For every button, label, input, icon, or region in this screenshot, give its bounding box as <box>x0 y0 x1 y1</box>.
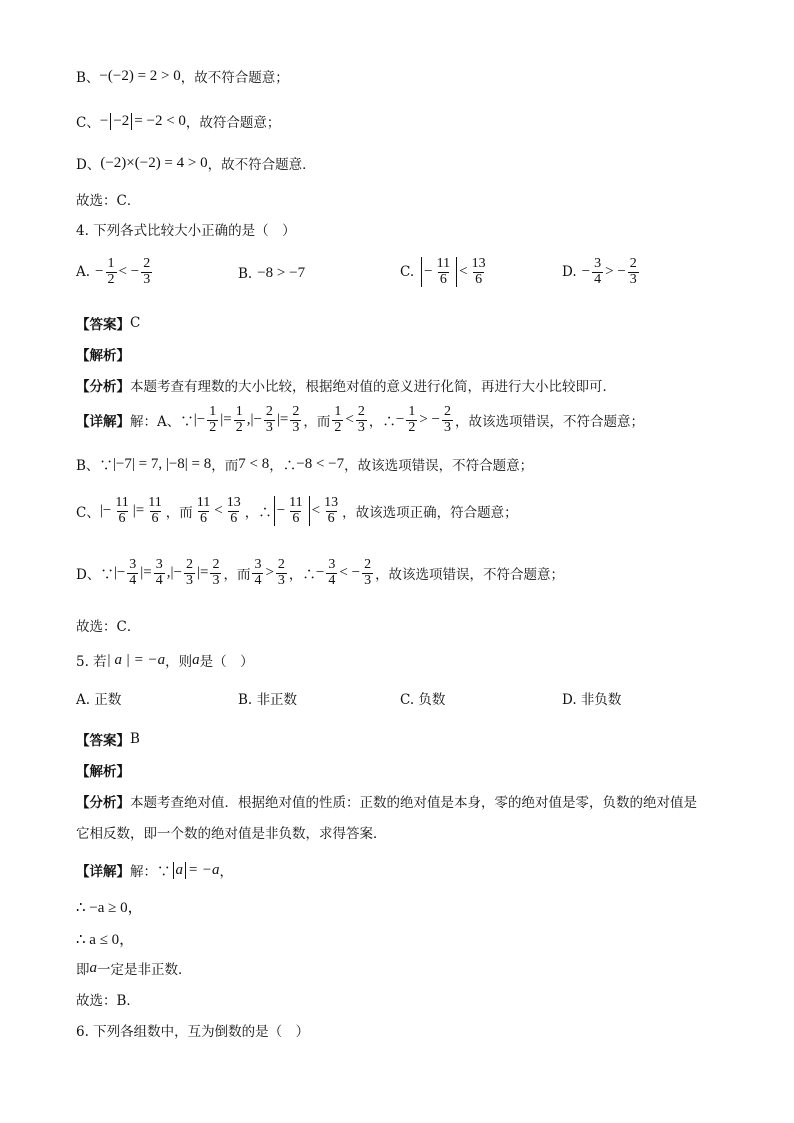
q5-analysis-heading: 【解析】 <box>76 764 130 780</box>
q5-option-a: A. 正数 <box>76 692 122 708</box>
prev-d-expr: (−2)×(−2) = 4 > 0 <box>100 154 208 171</box>
q6-stem: 6. 下列各组数中，互为倒数的是（ ） <box>76 1024 310 1040</box>
q5-detail: 【详解】 解：∵ a = −a ， <box>76 861 233 880</box>
q4-detail-b: B、∵ |−7| = 7, |−8| = 8 ，而 7 < 8 ，∴ −8 < −7 ，故该选项错误，不符合题意； <box>76 455 534 474</box>
q4-stem: 4. 下列各式比较大小正确的是（ ） <box>76 223 296 239</box>
q4-fenxi: 【分析】 本题考查有理数的大小比较，根据绝对值的意义进行化简，再进行大小比较即可． <box>76 379 616 395</box>
prev-c-expr: − −2 = −2 < 0 <box>99 112 186 129</box>
prev-b-expr: −(−2) = 2 > 0 <box>99 67 181 84</box>
prev-line-c: C、 − −2 = −2 < 0 ，故符合题意； <box>76 112 281 131</box>
q4-detail-a: 【详解】 解：A、∵ |− $\frac{1}{2}$ |= $\frac{1}{2}$ ,|− $\frac{2}{3}$ |= $\frac{2}{3}$ ，而 $\frac{1}{2}$ < $\frac{2}{3}$ ，∴ − $\frac{1}{2}$ > − $\frac{2}{3}$ ，故该选项错误，不符合题意； <box>76 404 644 435</box>
q4-option-d: D. − $\frac{3}{4}$ > − $\frac{2}{3}$ <box>562 256 637 287</box>
q5-choice: 故选：B． <box>76 993 140 1009</box>
prev-choice: 故选：C． <box>76 193 141 209</box>
prev-line-d: D、 (−2)×(−2) = 4 > 0 ，故不符合题意． <box>76 154 316 173</box>
q4-choice: 故选：C． <box>76 619 141 635</box>
q4-option-c: C. − $\frac{11}{6}$ < $\frac{13}{6}$ <box>400 256 486 287</box>
prev-line-b: B、 −(−2) = 2 > 0 ，故不符合题意； <box>76 67 289 86</box>
q4-analysis-heading: 【解析】 <box>76 348 130 364</box>
q4-answer: 【答案】 C <box>76 315 141 333</box>
q5-answer: 【答案】 B <box>76 731 140 749</box>
q5-stem: 5. 若 | a | = −a ，则 a 是（ ） <box>76 651 254 670</box>
q5-fenxi-1: 【分析】 本题考查绝对值．根据绝对值的性质：正数的绝对值是本身，零的绝对值是零，负数的绝对值是 <box>76 795 697 811</box>
q5-step-2: ∴ a ≤ 0， <box>76 932 135 948</box>
q5-step-1: ∴ −a ≥ 0， <box>76 900 143 916</box>
q5-option-d: D. 非负数 <box>562 692 622 708</box>
q4-detail-c: C、 |− $\frac{11}{6}$ |= $\frac{11}{6}$ ，而 $\frac{11}{6}$ < $\frac{13}{6}$ ，∴ − $\frac{11}{6}$ < $\frac{13}{6}$ ，故该选项正确，符合题意； <box>76 495 518 526</box>
q5-step-3: 即 a 一定是非正数． <box>76 959 192 978</box>
q4-option-b: B. −8 > −7 <box>238 265 306 282</box>
q5-option-c: C. 负数 <box>400 692 446 708</box>
q5-option-b: B. 非正数 <box>238 692 298 708</box>
q4-detail-d: D、∵ |− $\frac{3}{4}$ |= $\frac{3}{4}$ ,|− $\frac{2}{3}$ |= $\frac{2}{3}$ ，而 $\frac{3}{4}$ > $\frac{2}{3}$ ，∴ − $\frac{3}{4}$ < − $\frac{2}{3}$ ，故该选项错误，不符合题意； <box>76 557 565 588</box>
q4-option-a: A. − $\frac{1}{2}$ < − $\frac{2}{3}$ <box>76 256 151 287</box>
q5-fenxi-2: 它相反数，即一个数的绝对值是非负数，求得答案． <box>76 826 387 842</box>
